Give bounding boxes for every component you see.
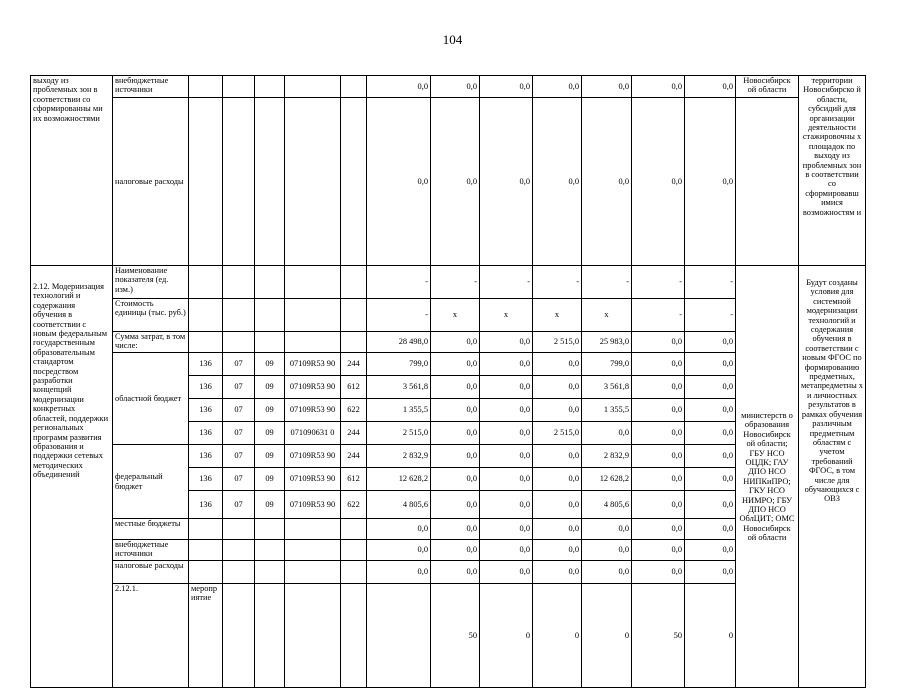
value-cell: 0,0 [367,98,431,266]
value-cell: 0,0 [480,561,533,584]
value-cell: 0,0 [480,422,533,445]
value-cell: 0,0 [582,422,632,445]
value-cell: 0,0 [533,445,582,468]
code-cell: 09 [255,399,285,422]
value-cell: 0,0 [685,540,736,561]
executor-cell: министерств о образования Новосибирск ой области; ГБУ НСО ОЦДК; ГАУ ДПО НСО НИПКиПРО; ГКУ НСО НИМРО; ГБУ ДПО НСО ОблЦИТ; ОМС Новосибирск ой области [736,266,799,688]
value-cell: 0,0 [431,468,480,491]
page-number: 104 [442,32,463,47]
value-cell: 0,0 [431,519,480,540]
value-cell: 2 515,0 [367,422,431,445]
code-cell: 09 [255,422,285,445]
value-cell: 0,0 [431,491,480,519]
value-cell: 0,0 [632,422,685,445]
source-label: Сумма затрат, в том числе: [113,332,189,353]
value-cell: - [367,299,431,332]
code-cell: 07109R53 90 [285,376,341,399]
value-cell: 3 561,8 [367,376,431,399]
code-cell: 09 [255,491,285,519]
value-cell: 0,0 [431,332,480,353]
code-cell: 244 [341,445,367,468]
code-cell: 07109R53 90 [285,445,341,468]
value-cell: 0,0 [632,468,685,491]
result-cell: Будут созданы условия для системной модернизации технологий и содержания обучения в соответствии с новым ФГОС по формированию предметных, метапредметны х и личностных результатов в рамках обучения различным предметным областям с учетом требований ФГОС, в том числе для обучающихся с ОВЗ [799,266,866,688]
value-cell: 0,0 [685,491,736,519]
value-cell: - [431,266,480,299]
value-cell: 0,0 [431,76,480,98]
value-cell: 0,0 [480,445,533,468]
value-cell: - [632,299,685,332]
value-cell: 1 355,5 [582,399,632,422]
code-cell: 136 [189,399,223,422]
value-cell: 0,0 [685,561,736,584]
measure-name-cell: 2.12. Модернизация технологий и содержания обучения в соответствии с новым федеральным государственным образовательным стандартом посредством разработки концепций модернизации конкретных областей, поддержки региональных программ развития образования и поддержки сетевых методических объединений [31,266,113,688]
value-cell: 0,0 [431,353,480,376]
table-row [31,266,866,299]
value-cell: x [431,299,480,332]
measure-name-cell: выходу из проблемных зон в соответствии со сформированны ми их возможностями [31,76,113,266]
measure-name-cell: 2.12.1. [113,584,189,688]
value-cell: 0 [533,584,582,688]
value-cell: - [480,266,533,299]
value-cell: 0,0 [533,399,582,422]
value-cell: 0 [480,584,533,688]
value-cell: x [582,299,632,332]
value-cell: 0,0 [533,491,582,519]
value-cell: 0,0 [685,332,736,353]
value-cell: 0 [685,584,736,688]
value-cell: 0 [582,584,632,688]
value-cell: 0,0 [632,376,685,399]
source-label: Стоимость единицы (тыс. руб.) [113,299,189,332]
value-cell: 0,0 [685,519,736,540]
value-cell: 28 498,0 [367,332,431,353]
value-cell: x [533,299,582,332]
value-cell: 0,0 [431,376,480,399]
code-cell: 136 [189,376,223,399]
value-cell: 0,0 [533,519,582,540]
value-cell: 799,0 [367,353,431,376]
value-cell: - [367,266,431,299]
value-cell: 50 [632,584,685,688]
source-label: налоговые расходы [113,98,189,266]
value-cell: - [632,266,685,299]
code-cell: 07 [223,491,255,519]
value-cell: 0,0 [632,353,685,376]
value-cell: 0,0 [582,540,632,561]
value-cell: 0,0 [367,540,431,561]
value-cell: 799,0 [582,353,632,376]
source-label: внебюджетные источники [113,76,189,98]
value-cell: 2 832,9 [582,445,632,468]
value-cell: 12 628,2 [367,468,431,491]
code-cell: 07109R53 90 [285,468,341,491]
code-cell: 07 [223,353,255,376]
code-cell: 244 [341,422,367,445]
code-cell: 07 [223,376,255,399]
executor-cell: Новосибирск ой области [736,76,799,98]
code-cell: 07109R53 90 [285,491,341,519]
value-cell: 0,0 [685,468,736,491]
value-cell: 0,0 [480,353,533,376]
code-cell: 136 [189,468,223,491]
value-cell: 0,0 [533,376,582,399]
value-cell: 0,0 [632,491,685,519]
code-cell: 09 [255,353,285,376]
source-label: Наименование показателя (ед. изм.) [113,266,189,299]
table-row [31,76,866,98]
value-cell: 0,0 [431,98,480,266]
value-cell: 0,0 [533,561,582,584]
value-cell: 0,0 [685,353,736,376]
value-cell: 0,0 [685,376,736,399]
code-cell: 612 [341,376,367,399]
value-cell: 0,0 [685,76,736,98]
source-label: налоговые расходы [113,561,189,584]
value-cell: 0,0 [685,399,736,422]
value-cell: - [582,266,632,299]
value-cell: x [480,299,533,332]
value-cell: 1 355,5 [367,399,431,422]
code-cell: 136 [189,422,223,445]
code-cell: 244 [341,353,367,376]
source-label: внебюджетные источники [113,540,189,561]
value-cell: 0,0 [533,353,582,376]
value-cell: 0,0 [431,561,480,584]
value-cell: 0,0 [480,540,533,561]
value-cell: 0,0 [632,76,685,98]
value-cell: 0,0 [480,332,533,353]
value-cell: 4 805,6 [367,491,431,519]
code-cell: 622 [341,399,367,422]
value-cell: 12 628,2 [582,468,632,491]
value-cell: 0,0 [533,76,582,98]
value-cell: 0,0 [582,98,632,266]
code-cell: 136 [189,491,223,519]
value-cell: 0,0 [480,491,533,519]
value-cell: 0,0 [582,76,632,98]
code-cell: 071090631 0 [285,422,341,445]
value-cell: 0,0 [632,519,685,540]
value-cell: 0,0 [431,399,480,422]
value-cell: 2 515,0 [533,422,582,445]
value-cell: 0,0 [431,540,480,561]
code-cell: 07109R53 90 [285,399,341,422]
value-cell: 0,0 [480,76,533,98]
value-cell: 0,0 [632,98,685,266]
program-table [30,75,866,688]
value-cell: 50 [431,584,480,688]
value-cell: 25 983,0 [582,332,632,353]
code-cell: 07 [223,468,255,491]
code-cell: 136 [189,445,223,468]
value-cell: 0,0 [685,98,736,266]
value-cell: 3 561,8 [582,376,632,399]
code-cell: 07 [223,445,255,468]
value-cell: 0,0 [367,561,431,584]
code-cell: 07109R53 90 [285,353,341,376]
value-cell: 0,0 [367,519,431,540]
value-cell: 0,0 [431,445,480,468]
value-cell: 2 832,9 [367,445,431,468]
value-cell: 0,0 [632,332,685,353]
value-cell: 0,0 [480,98,533,266]
code-cell: 07 [223,422,255,445]
source-label: мероприятие [189,584,223,688]
code-cell: 09 [255,445,285,468]
value-cell: 0,0 [480,519,533,540]
result-cell: территории Новосибирско й области, субсидий для организации деятельности стажировочны х площадок по выходу из проблемных зон в соответствии со сформировавш имися возможностям и [799,76,866,266]
value-cell: 0,0 [632,561,685,584]
value-cell: 0,0 [533,540,582,561]
table-row [31,98,866,266]
value-cell: 4 805,6 [582,491,632,519]
code-cell: 09 [255,468,285,491]
value-cell: 0,0 [632,399,685,422]
value-cell: 0,0 [431,422,480,445]
source-label: местные бюджеты [113,519,189,540]
code-cell: 136 [189,353,223,376]
code-cell: 612 [341,468,367,491]
value-cell: 0,0 [533,468,582,491]
value-cell: 0,0 [480,468,533,491]
value-cell: 2 515,0 [533,332,582,353]
value-cell: - [685,266,736,299]
code-cell: 07 [223,399,255,422]
source-label: областной бюджет [113,353,189,445]
value-cell: 0,0 [480,399,533,422]
value-cell: - [685,299,736,332]
value-cell: 0,0 [533,98,582,266]
value-cell: 0,0 [685,422,736,445]
value-cell: 0,0 [582,519,632,540]
value-cell: 0,0 [632,445,685,468]
value-cell: 0,0 [632,540,685,561]
value-cell: 0,0 [367,76,431,98]
code-cell: 09 [255,376,285,399]
value-cell: 0,0 [582,561,632,584]
source-label: федеральный бюджет [113,445,189,519]
value-cell: 0,0 [480,376,533,399]
value-cell: 0,0 [685,445,736,468]
value-cell: - [533,266,582,299]
code-cell: 622 [341,491,367,519]
